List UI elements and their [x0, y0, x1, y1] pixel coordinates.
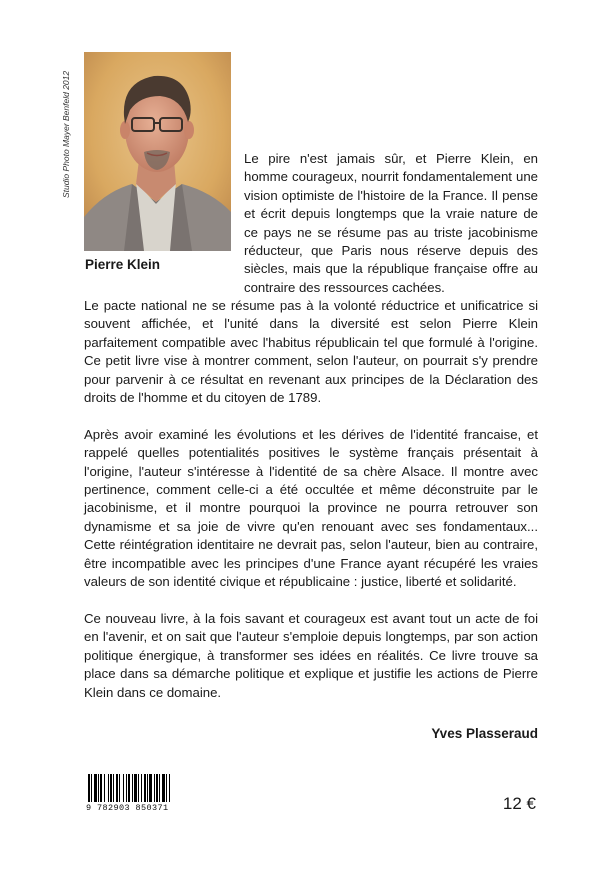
barcode-bar	[134, 774, 137, 802]
barcode-bar	[141, 774, 142, 802]
barcode-bar	[126, 774, 127, 802]
barcode-bar	[144, 774, 146, 802]
barcode-bar	[156, 774, 158, 802]
barcode-bar	[113, 774, 114, 802]
photo-credit: Studio Photo Mayer Benfeld 2012	[61, 70, 71, 198]
barcode-bar	[154, 774, 155, 802]
barcode-bar	[98, 774, 99, 802]
barcode-bar	[138, 774, 139, 802]
author-portrait	[84, 52, 231, 251]
barcode-bar	[119, 774, 120, 802]
barcode-digits: 9 782903 850371	[86, 803, 169, 813]
barcode-bar	[128, 774, 130, 802]
paragraph-2: Après avoir examiné les évolutions et les dérives de l'identité francaise, et rappelé quelles potentialités positives le système français présentait à l'origine, l'auteur s'intéresse à l'identité de sa chère Alsace. Il montre avec pertinence, comment celle-ci a été occultée et même déconstruite par le jacobinisme, et il montre pourquoi la province ne pourra retrouver son dynamisme et sa joie de vivre qu'en renouant avec ses fondamentaux... Cette réintégration identitaire ne devrait pas, selon l'auteur, bien au contraire, être incompatible avec les principes d'une France ayant récupéré les vraies valeurs de son identité civique et républicaine : justice, liberté et solidarité.	[84, 426, 538, 590]
paragraph-1: Le pacte national ne se résume pas à la volonté réductrice et unificatrice si souvent affichée, et l'unité dans la diversité est selon Pierre Klein parfaitement compatible avec l'habitus républicain tel que formulé à l'origine. Ce petit livre vise à montrer comment, selon l'auteur, on pourrait s'y prendre pour parvenir à ce résultat en revenant aux principes de la Déclaration des droits de l'homme et du citoyen de 1789.	[84, 298, 538, 406]
paragraph-3: Ce nouveau livre, à la fois savant et courageux est avant tout un acte de foi en l'avenir, et on sait que l'auteur s'emploie depuis longtemps, par son action politique énergique, à transformer ses idées en réalités. Ce livre trouve sa place dans sa démarche politique et explique et justifie les actions de Pierre Klein dans ce domaine.	[84, 610, 538, 700]
barcode-bar	[94, 774, 97, 802]
barcode-bar	[91, 774, 92, 802]
barcode-bar	[88, 774, 90, 802]
barcode-bar	[169, 774, 170, 802]
barcode-bar	[123, 774, 124, 802]
barcode-bar	[104, 774, 105, 802]
barcode-bar	[108, 774, 109, 802]
barcode-bar	[149, 774, 152, 802]
photo-caption: Pierre Klein	[85, 257, 161, 272]
isbn-barcode	[86, 774, 194, 804]
price: 12 €	[502, 794, 536, 813]
main-text	[84, 297, 538, 720]
barcode-bar	[166, 774, 167, 802]
barcode-bar	[147, 774, 148, 802]
barcode-bar	[159, 774, 160, 802]
barcode-bar	[116, 774, 118, 802]
barcode-bar	[110, 774, 112, 802]
barcode-bar	[132, 774, 133, 802]
intro-paragraph: Le pire n'est jamais sûr, et Pierre Klein, en homme courageux, nourrit fondamentalement une vision optimiste de l'histoire de la France. Il pense et écrit depuis longtemps que la vraie nature de ce pays ne se résume pas au triste jacobinisme réducteur, que Paris nous réserve depuis des siècles, mais que la république française offre au contraire des ressources cachées.	[244, 151, 538, 295]
barcode-bar	[100, 774, 102, 802]
author-photo-image	[84, 52, 231, 251]
barcode-bar	[162, 774, 165, 802]
signature: Yves Plasseraud	[431, 726, 538, 741]
